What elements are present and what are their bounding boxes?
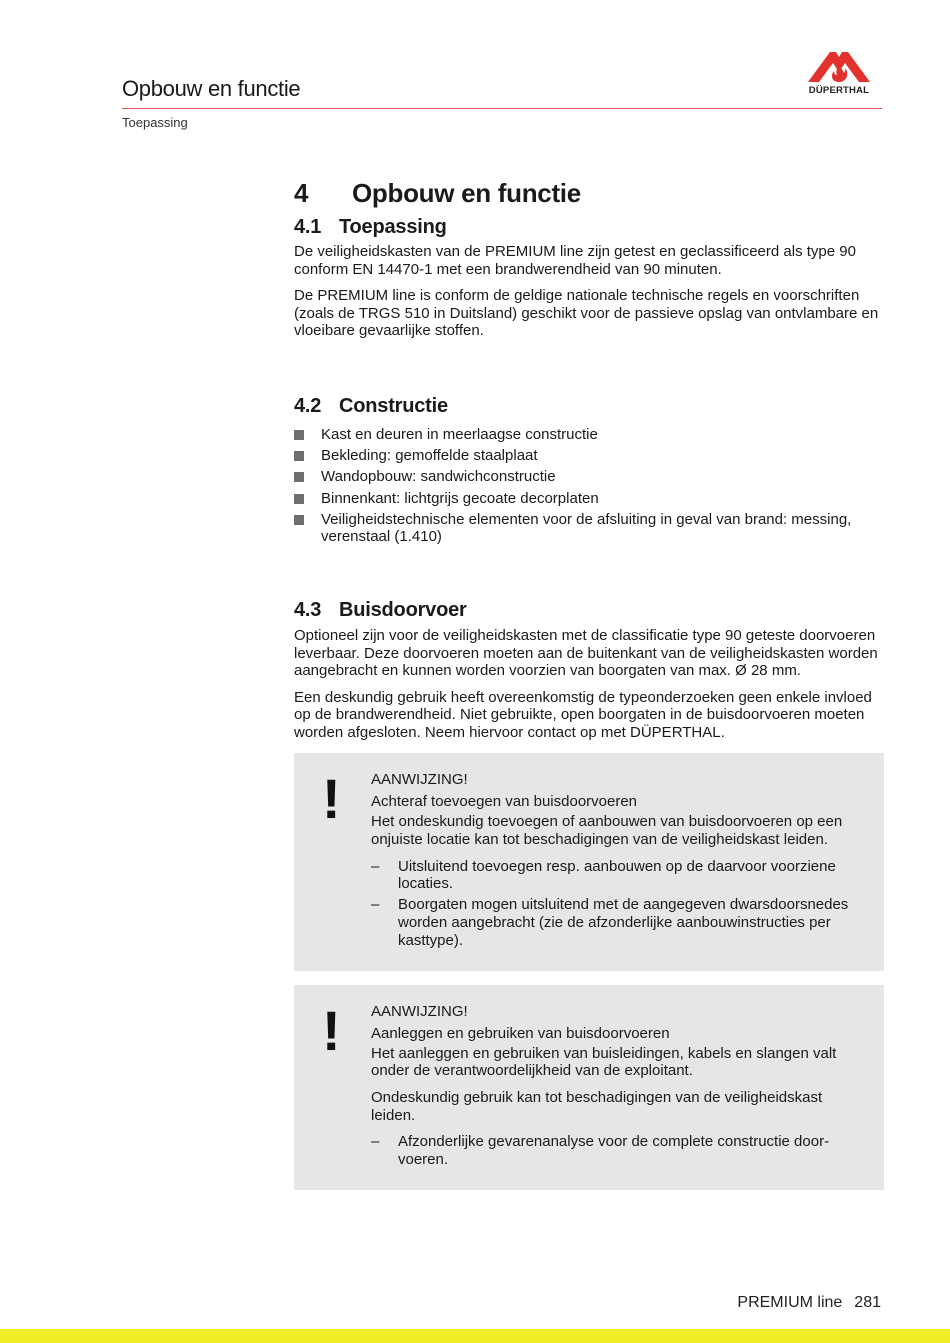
list-item-text: Afzonderlijke gevarenanalyse voor de complete constructie door-voeren. — [398, 1133, 830, 1168]
section-toepassing — [294, 213, 884, 340]
section-number: 4.2 — [294, 394, 322, 417]
list-item — [294, 426, 884, 444]
running-header-subtitle: Toepassing — [122, 115, 188, 130]
list-item-text: Bekleding: gemoffelde staalplaat — [321, 447, 538, 465]
notice-list — [371, 858, 864, 950]
chapter-heading — [294, 176, 884, 210]
list-item — [371, 1133, 864, 1168]
section-constructie — [294, 392, 884, 546]
notice-label: AANWIJZING! — [371, 771, 468, 789]
square-bullet-icon — [294, 494, 304, 504]
paragraph: Optioneel zijn voor de veiligheidskasten met de classificatie type 90 geteste doorvoeren leverbaar. Deze doorvoeren moeten aan de buitenkant van de veiligheidskasten worden aangebracht en kunnen worden voorzien van boorgaten van max. Ø 28 mm. — [294, 626, 878, 680]
list-item — [294, 490, 884, 508]
exclamation-icon: ! — [322, 998, 341, 1062]
square-bullet-icon — [294, 430, 304, 440]
list-item-text: Veiligheidstechnische elementen voor de afsluiting in geval van brand: messing, verenstaal (1.410) — [321, 510, 852, 546]
list-item-text: Boorgaten mogen uitsluitend met de aangegeven dwarsdoorsnedes worden aangebracht (zie de afzonderlijke aanbouwinstructies per kasttype). — [398, 896, 849, 949]
bottom-color-bar — [0, 1329, 950, 1343]
duperthal-logo — [805, 50, 873, 100]
notice-list — [371, 1133, 864, 1168]
notice-paragraph: Het ondeskundig toevoegen of aanbouwen van buisdoorvoeren op een onjuiste locatie kan tot beschadigingen van de veiligheidskast leiden. — [371, 813, 843, 849]
page-footer — [737, 1294, 881, 1312]
list-item — [294, 447, 884, 465]
dash-marker: – — [371, 1133, 380, 1151]
list-item — [294, 511, 884, 546]
main-content — [294, 176, 884, 1190]
logo-wordmark: DÜPERTHAL — [808, 85, 870, 96]
chapter-number: 4 — [294, 178, 309, 208]
section-title: Constructie — [339, 394, 448, 417]
section-number: 4.1 — [294, 216, 322, 238]
paragraph: Een deskundig gebruik heeft overeenkomstig de typeonderzoeken geen enkele invloed op de brandwerendheid. Niet gebruikte, open boorgaten in de buisdoorvoeren moeten worden afgesloten. Neem hiervoor contact op met DÜPERTHAL. — [294, 688, 872, 741]
section-buisdoorvoer — [294, 596, 884, 1190]
notice-box — [294, 753, 884, 970]
list-item-text: Uitsluitend toevoegen resp. aanbouwen op de daarvoor voorziene locaties. — [398, 857, 836, 893]
square-bullet-icon — [294, 472, 304, 482]
square-bullet-icon — [294, 451, 304, 461]
section-heading — [294, 213, 884, 241]
dash-marker: – — [371, 896, 380, 914]
list-item-text: Wandopbouw: sandwichconstructie — [321, 468, 556, 486]
notice-label: AANWIJZING! — [371, 1002, 468, 1020]
notice-subtitle: Achteraf toevoegen van buisdoorvoeren — [371, 793, 638, 811]
section-title: Buisdoorvoer — [339, 598, 467, 621]
section-number: 4.3 — [294, 598, 322, 621]
dash-marker: – — [371, 857, 380, 875]
notice-subtitle: Aanleggen en gebruiken van buisdoorvoeren — [371, 1024, 670, 1042]
footer-product: PREMIUM line — [737, 1294, 843, 1311]
section-title: Toepassing — [339, 216, 447, 238]
chapter-title: Opbouw en functie — [352, 178, 581, 208]
header-rule — [122, 108, 882, 109]
running-header-title: Opbouw en functie — [122, 76, 301, 101]
list-item-text: Kast en deuren in meerlaagse constructie — [321, 425, 598, 443]
list-item — [294, 468, 884, 486]
section-heading — [294, 596, 884, 624]
page-number: 281 — [854, 1294, 881, 1311]
paragraph: De PREMIUM line is conform de geldige nationale technische regels en voorschriften (zoals de TRGS 510 in Duitsland) geschikt voor de passieve opslag van ontvlambare en vloeibare gevaarlijke stoffen. — [294, 287, 879, 340]
construction-list — [294, 426, 884, 546]
notice-paragraph: Ondeskundig gebruik kan tot beschadigingen van de veiligheidskast leiden. — [371, 1089, 823, 1124]
flame-logo-icon — [805, 50, 873, 84]
notice-box — [294, 985, 884, 1190]
notice-paragraph: Het aanleggen en gebruiken van buisleidingen, kabels en slangen valt onder de verantwoordelijkheid van de exploitant. — [371, 1044, 837, 1080]
list-item — [371, 858, 864, 893]
list-item-text: Binnenkant: lichtgrijs gecoate decorplaten — [321, 489, 599, 507]
list-item — [371, 896, 864, 949]
section-heading — [294, 392, 884, 420]
exclamation-icon: ! — [322, 767, 341, 831]
paragraph: De veiligheidskasten van de PREMIUM line zijn getest en geclassificeerd als type 90 conform EN 14470-1 met een brandwerendheid van 90 minuten. — [294, 243, 856, 278]
square-bullet-icon — [294, 515, 304, 525]
